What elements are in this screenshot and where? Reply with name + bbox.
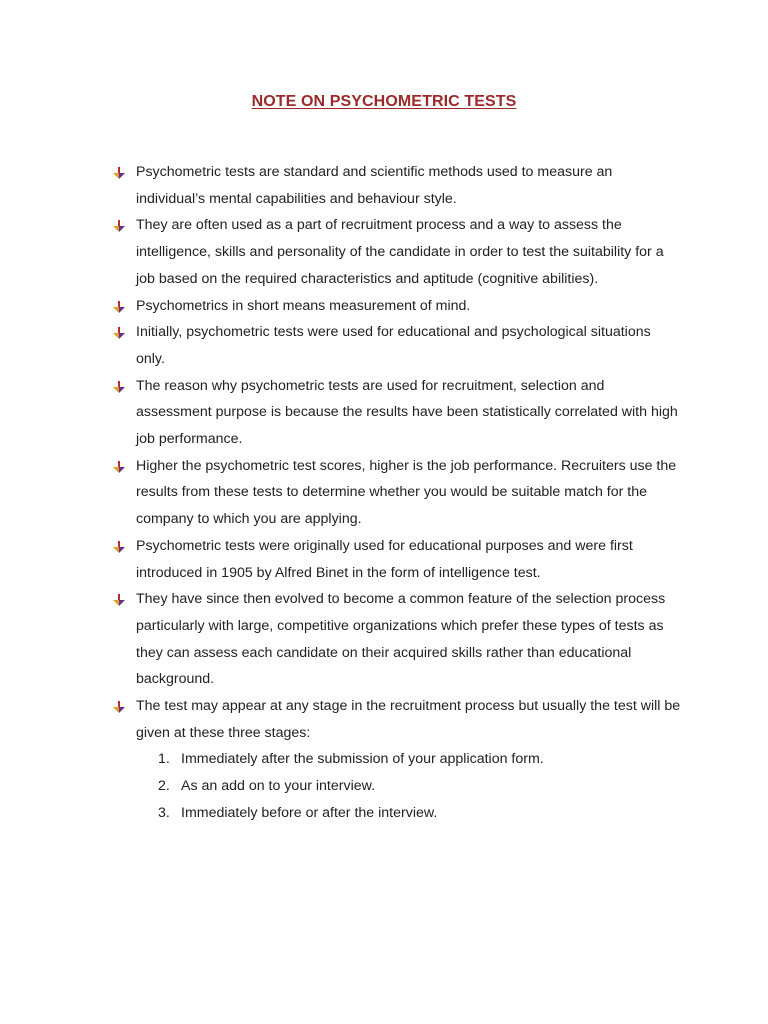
bullet-item — [112, 159, 682, 212]
bullet-item — [112, 533, 682, 586]
down-arrow-bullet-icon — [113, 701, 125, 713]
bullet-item — [112, 212, 682, 292]
stage-item — [136, 746, 682, 773]
stage-number: 1. — [158, 751, 170, 768]
bullet-item — [112, 693, 682, 827]
stage-number: 2. — [158, 778, 170, 795]
bullet-list — [112, 159, 682, 827]
bullet-text: Initially, psychometric tests were used for educational and psychological situations only. — [136, 324, 651, 367]
bullet-item — [112, 373, 682, 453]
bullet-text: Psychometrics in short means measurement of mind. — [136, 297, 471, 314]
bullet-text: The reason why psychometric tests are used for recruitment, selection and assessment purpose is because the results have been statistically correlated with high job performance. — [136, 377, 678, 448]
down-arrow-bullet-icon — [113, 541, 125, 553]
down-arrow-bullet-icon — [113, 220, 125, 232]
down-arrow-bullet-icon — [113, 381, 125, 393]
bullet-item — [112, 319, 682, 372]
bullet-text: They have since then evolved to become a common feature of the selection process particularly with large, competitive organizations which prefer these types of tests as they can assess each candidate on their acquired skills rather than educational background. — [136, 591, 666, 688]
bullet-text: Psychometric tests are standard and scientific methods used to measure an individual’s mental capabilities and behaviour style. — [136, 164, 613, 207]
stage-text: Immediately before or after the interview. — [181, 804, 438, 821]
stages-list — [136, 746, 682, 826]
bullet-text: The test may appear at any stage in the recruitment process but usually the test will be given at these three stages: — [136, 698, 681, 741]
stage-text: Immediately after the submission of your application form. — [181, 751, 544, 768]
stage-text: As an add on to your interview. — [181, 778, 376, 795]
bullet-item — [112, 453, 682, 533]
bullet-item — [112, 293, 682, 320]
down-arrow-bullet-icon — [113, 461, 125, 473]
down-arrow-bullet-icon — [113, 327, 125, 339]
stage-item — [136, 800, 682, 827]
bullet-text: Psychometric tests were originally used for educational purposes and were first introduced in 1905 by Alfred Binet in the form of intelligence test. — [136, 537, 633, 581]
stage-item — [136, 773, 682, 800]
down-arrow-bullet-icon — [113, 167, 125, 179]
bullet-item — [112, 586, 682, 693]
bullet-text: They are often used as a part of recruitment process and a way to assess the intelligence, skills and personality of the candidate in order to test the suitability for a job based on the required characteristics and aptitude (cognitive abilities). — [136, 217, 664, 287]
down-arrow-bullet-icon — [113, 594, 125, 606]
bullet-text: Higher the psychometric test scores, higher is the job performance. Recruiters use the results from these tests to determine whether you would be suitable match for the company to which you are applying. — [136, 457, 677, 528]
stage-number: 3. — [158, 804, 170, 821]
down-arrow-bullet-icon — [113, 301, 125, 313]
page-title: NOTE ON PSYCHOMETRIC TESTS — [251, 93, 517, 110]
